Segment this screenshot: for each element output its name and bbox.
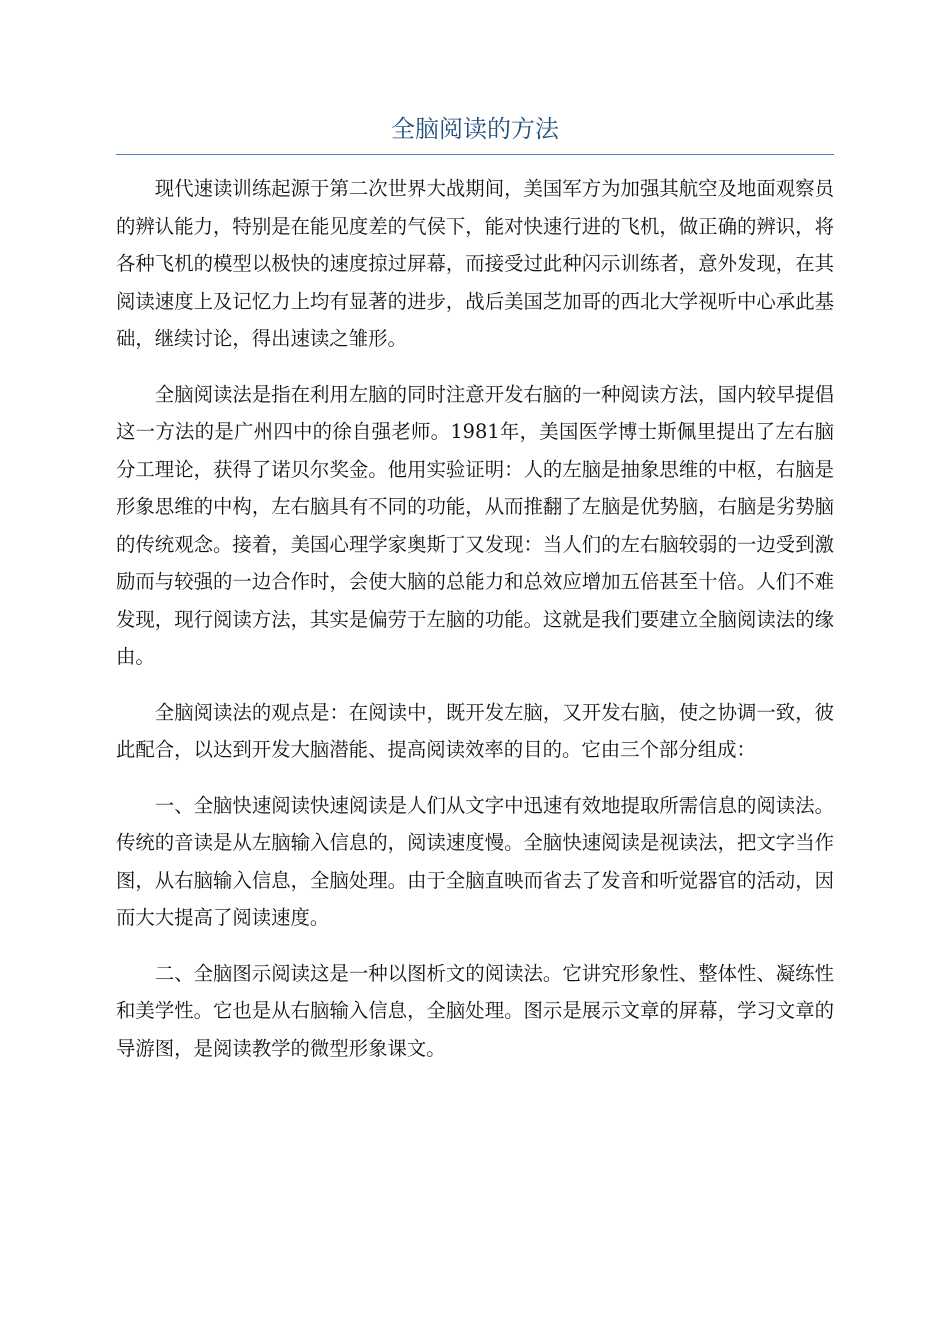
- paragraph-1: 现代速读训练起源于第二次世界大战期间，美国军方为加强其航空及地面观察员的辨认能力，特别是在能见度差的气侯下，能对快速行进的飞机，做正确的辨识，将各种飞机的模型以极快的速度掠过屏幕，而接受过此种闪示训练者，意外发现，在其阅读速度上及记忆力上均有显著的进步，战后美国芝加哥的西北大学视听中心承此基础，继续讨论，得出速读之雏形。: [116, 177, 834, 350]
- paragraph-5: 二、全脑图示阅读这是一种以图析文的阅读法。它讲究形象性、整体性、凝练性和美学性。它也是从右脑输入信息，全脑处理。图示是展示文章的屏幕，学习文章的导游图，是阅读教学的微型形象课文。: [116, 961, 834, 1060]
- document-body: [116, 170, 834, 1085]
- paragraph-2: 全脑阅读法是指在利用左脑的同时注意开发右脑的一种阅读方法，国内较早提倡这一方法的是广州四中的徐自强老师。1981年，美国医学博士斯佩里提出了左右脑分工理论，获得了诺贝尔奖金。他用实验证明：人的左脑是抽象思维的中枢，右脑是形象思维的中构，左右脑具有不同的功能，从而推翻了左脑是优势脑，右脑是劣势脑的传统观念。接着，美国心理学家奥斯丁又发现：当人们的左右脑较弱的一边受到激励而与较强的一边合作时，会使大脑的总能力和总效应增加五倍甚至十倍。人们不难发现，现行阅读方法，其实是偏劳于左脑的功能。这就是我们要建立全脑阅读法的缘由。: [116, 382, 834, 668]
- title-underline: [116, 154, 834, 155]
- document-title: 全脑阅读的方法: [391, 115, 559, 143]
- paragraph-4: 一、全脑快速阅读快速阅读是人们从文字中迅速有效地提取所需信息的阅读法。传统的音读是从左脑输入信息的，阅读速度慢。全脑快速阅读是视读法，把文字当作图，从右脑输入信息，全脑处理。由于全脑直映而省去了发音和听觉器官的活动，因而大大提高了阅读速度。: [116, 793, 834, 929]
- paragraph-3: 全脑阅读法的观点是：在阅读中，既开发左脑，又开发右脑，使之协调一致，彼此配合，以达到开发大脑潜能、提高阅读效率的目的。它由三个部分组成：: [116, 700, 834, 761]
